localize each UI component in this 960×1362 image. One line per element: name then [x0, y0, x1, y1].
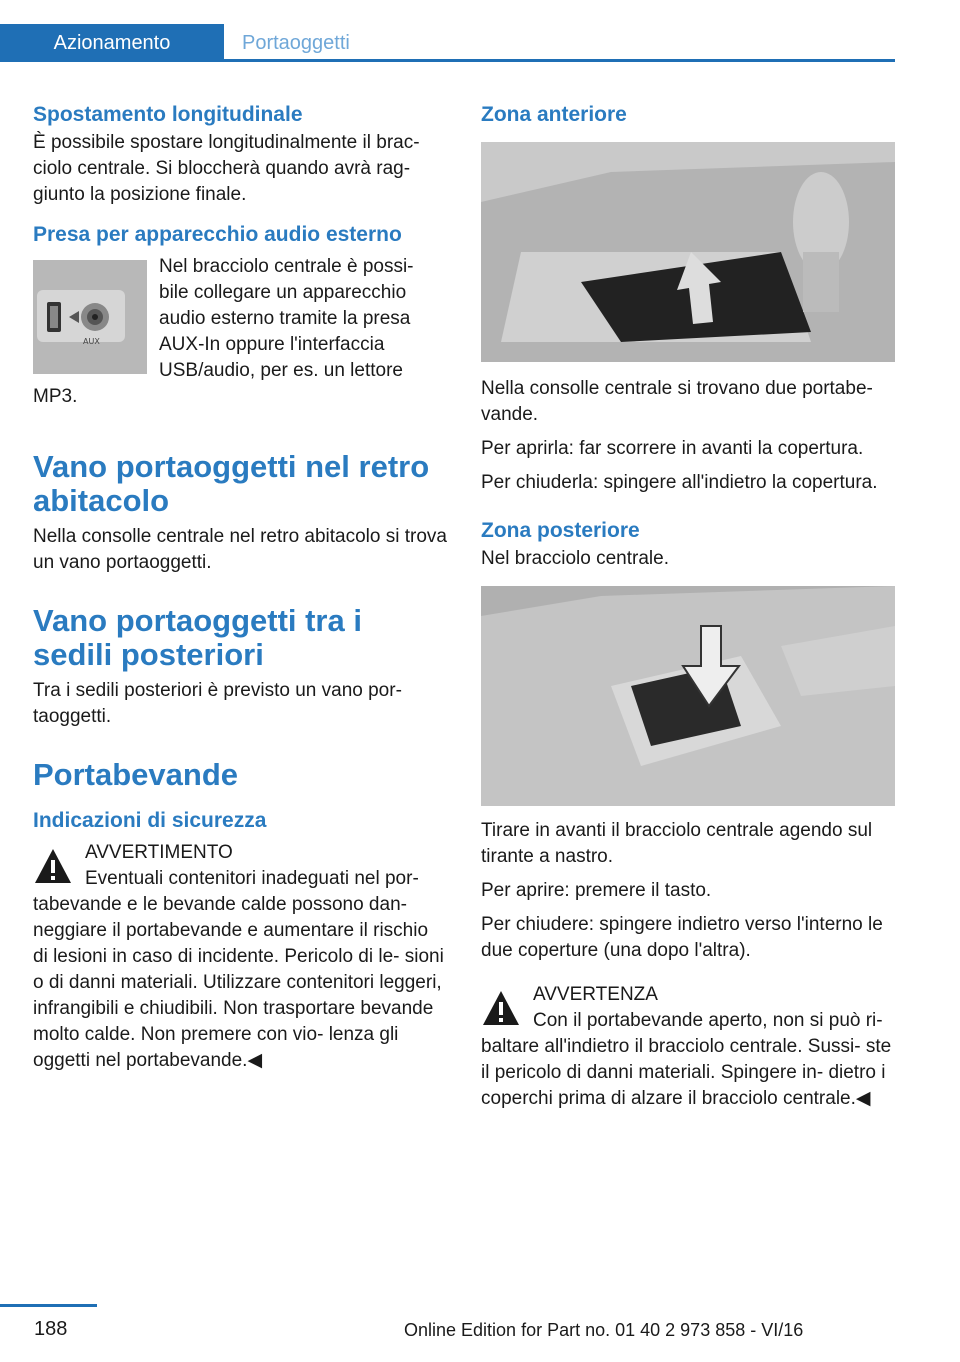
edition-text: Online Edition for Part no. 01 40 2 973 858 - VI/16	[404, 1320, 804, 1340]
warning-text-right: Con il portabevande aperto, non si può ri- baltare all'indietro il bracciolo centrale. Sussi- ste il pericolo di danni materiali. Spingere in- dietro i coperchi prima di alzare il bracciolo centrale.◀	[481, 1010, 892, 1109]
paragraph-anteriore-1: Nella consolle centrale si trovano due portabe- vande.	[481, 378, 873, 425]
front-cupholder-photo	[481, 142, 895, 362]
section-title-vano-retro: Vano portaoggetti nel retro abitacolo	[33, 449, 430, 518]
paragraph-posteriore-1: Nel bracciolo centrale.	[481, 548, 669, 569]
paragraph-presa: Nel bracciolo centrale è possi- bile collegare un apparecchio audio esterno tramite la presa AUX-In oppure l'interfaccia USB/audio, per es. un lettore MP3.	[33, 256, 414, 407]
section-title-presa: Presa per apparecchio audio esterno	[33, 223, 402, 246]
rear-cupholder-illustration	[481, 586, 895, 806]
section-title-spostamento: Spostamento longitudinale	[33, 103, 303, 126]
paragraph-vano-sedili: Tra i sedili posteriori è previsto un vano por- taoggetti.	[33, 680, 402, 727]
section-title-zona-anteriore: Zona anteriore	[481, 103, 627, 126]
section-title-sicurezza: Indicazioni di sicurezza	[33, 809, 267, 832]
header-divider	[224, 59, 895, 62]
paragraph-vano-retro: Nella consolle centrale nel retro abitacolo si trova un vano portaoggetti.	[33, 526, 447, 573]
paragraph-spostamento: È possibile spostare longitudinalmente il brac- ciolo centrale. Si bloccherà quando avrà rag- giunto la posizione finale.	[33, 132, 420, 205]
aux-label: AUX	[83, 337, 100, 346]
footer-divider	[0, 1304, 97, 1307]
warning-label-right: AVVERTENZA	[533, 984, 658, 1005]
warning-text-left: Eventuali contenitori inadeguati nel por- tabevande e le bevande calde possono dan- neggiare il portabevande e aumentare il rischio di lesioni in caso di incidente. Pericolo di le- sioni o di danni materiali. Utilizzare contenitori leggeri, infrangibili e chiudibili. Non trasportare bevande molto calde. Non premere con vio- lenza gli oggetti nel portabevande.◀	[33, 868, 444, 1071]
page-number: 188	[34, 1318, 68, 1340]
left-column	[33, 100, 448, 1082]
right-column	[481, 100, 896, 1120]
paragraph-posteriore-3: Per aprire: premere il tasto.	[481, 880, 712, 901]
paragraph-anteriore-2: Per aprirla: far scorrere in avanti la copertura.	[481, 438, 864, 459]
warning-triangle-icon	[481, 988, 521, 1028]
section-title-zona-posteriore: Zona posteriore	[481, 519, 640, 542]
header-tabs	[0, 0, 895, 62]
paragraph-posteriore-2: Tirare in avanti il bracciolo centrale agendo sul tirante a nastro.	[481, 820, 873, 867]
front-cupholder-illustration	[481, 142, 895, 362]
tab-portaoggetti[interactable]: Portaoggetti	[242, 31, 350, 54]
paragraph-anteriore-3: Per chiuderla: spingere all'indietro la copertura.	[481, 472, 878, 493]
paragraph-posteriore-4: Per chiudere: spingere indietro verso l'interno le due coperture (una dopo l'altra).	[481, 914, 883, 961]
aux-usb-port-illustration	[33, 260, 147, 374]
warning-triangle-icon	[33, 846, 73, 886]
rear-cupholder-photo	[481, 586, 895, 806]
section-title-vano-sedili: Vano portaoggetti tra i sedili posteriori	[33, 603, 362, 672]
section-title-portabevande: Portabevande	[33, 757, 239, 792]
tab-azionamento[interactable]: Azionamento	[0, 24, 224, 62]
warning-label-left: AVVERTIMENTO	[85, 842, 233, 863]
aux-usb-port-image	[33, 260, 147, 374]
